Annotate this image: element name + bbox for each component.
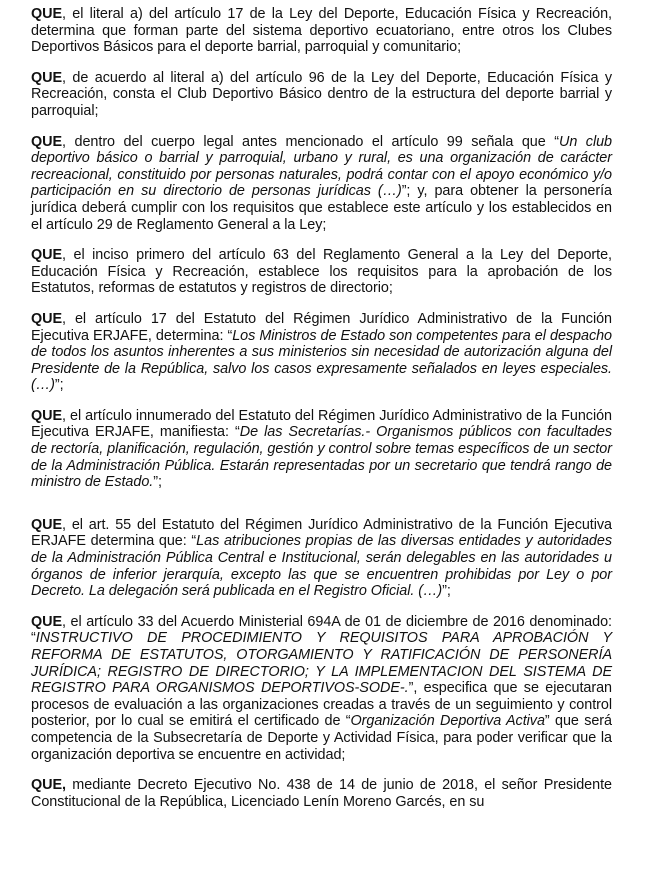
- paragraph-6: [31, 408, 612, 491]
- paragraph-4: [31, 247, 612, 297]
- paragraph-text: ”;: [54, 377, 64, 394]
- paragraph-text: , el art. 55 del Estatuto del Régimen Jurídico Administrativo de la Función Ejecutiva ERJAFE determina que: “: [31, 516, 612, 550]
- paragraph-5: [31, 311, 612, 394]
- que-lead: QUE: [31, 247, 63, 264]
- paragraph-text: , el artículo 17 del Estatuto del Régimen Jurídico Administrativo de la Función Ejecutiva ERJAFE, determina: “: [31, 310, 612, 344]
- paragraph-text: ”, especifica que se ejecutaran procesos de evaluación a las organizaciones creadas a través de un seguimiento y control posterior, por lo cual se emitirá el certificado de “: [31, 680, 612, 730]
- paragraph-text: ”; y, para obtener la personería jurídica deberá cumplir con los requisitos que establece este artículo y los establecidos en el artículo 29 de Reglamento General a la Ley;: [31, 183, 612, 233]
- que-lead: QUE: [31, 516, 63, 533]
- que-lead: QUE: [31, 133, 63, 150]
- quoted-text: Las atribuciones propias de las diversas entidades y autoridades de la Administración Pública Central e Institucional, serán delegables en las autoridades u órganos de inferior jerarquía, excepto las que se encuentren prohibidas por Ley o por Decreto. La delegación será publicada en el Registro Oficial. (…): [31, 533, 612, 600]
- paragraph-text: mediante Decreto Ejecutivo No. 438 de 14 de junio de 2018, el señor Presidente Constitucional de la República, Licenciado Lenín Moreno Garcés, en su: [31, 777, 612, 810]
- quoted-text: INSTRUCTIVO DE PROCEDIMIENTO Y REQUISITOS PARA APROBACIÓN Y REFORMA DE ESTATUTOS, OTORGAMIENTO Y RATIFICACIÓN DE PERSONERÍA JURÍDICA; REGISTRO DE DIRECTORIO; Y LA IMPLEMENTACION DEL SISTEMA DE REGISTRO PARA ORGANISMOS DEPORTIVOS-SODE-.: [31, 630, 612, 697]
- que-lead: QUE: [31, 69, 63, 86]
- que-lead: QUE: [31, 6, 63, 22]
- que-lead: QUE,: [31, 777, 66, 794]
- paragraph-9: [31, 777, 612, 810]
- paragraph-8: [31, 614, 612, 763]
- quoted-text: Organización Deportiva Activa: [350, 713, 545, 730]
- que-lead: QUE: [31, 310, 63, 327]
- paragraph-text: , el artículo innumerado del Estatuto del Régimen Jurídico Administrativo de la Función Ejecutiva ERJAFE, manifiesta: “: [31, 407, 612, 441]
- paragraph-text: , de acuerdo al literal a) del artículo 96 de la Ley del Deporte, Educación Física y Recreación, consta el Club Deportivo Básico dentro de la estructura del deporte barrial y parroquial;: [31, 69, 612, 119]
- paragraph-text: , dentro del cuerpo legal antes mencionado el artículo 99 señala que “: [62, 133, 559, 150]
- paragraph-text: , el literal a) del artículo 17 de la Ley del Deporte, Educación Física y Recreación, determina que forman parte del sistema deportivo ecuatoriano, entre otros los Clubes Deportivos Básicos para el deporte barrial, parroquial y comunitario;: [31, 6, 612, 56]
- paragraph-text: ”;: [442, 583, 451, 600]
- paragraph-text: ”;: [153, 474, 162, 491]
- quoted-text: Un club deportivo básico o barrial y parroquial, urbano y rural, es una organización de carácter recreacional, constituido por personas naturales, podrá contar con el apoyo económico y/o participación en su directorio de personas jurídicas (…): [31, 133, 612, 200]
- que-lead: QUE: [31, 613, 63, 630]
- que-lead: QUE: [31, 407, 63, 424]
- quoted-text: De las Secretarías.- Organismos públicos con facultades de rectoría, planificación, regulación, gestión y control sobre temas específicos de un sector de la Administración Pública. Estarán representadas por un secretario que tendrá rango de ministro de Estado.: [31, 424, 612, 491]
- paragraph-3: [31, 134, 612, 234]
- paragraph-text: , el inciso primero del artículo 63 del Reglamento General a la Ley del Deporte, Educación Física y Recreación, establece los requisitos para la aprobación de los Estatutos, reformas de estatutos y registros de directorio;: [31, 247, 612, 297]
- paragraph-1: [31, 6, 612, 56]
- paragraph-text: , el artículo 33 del Acuerdo Ministerial 694A de 01 de diciembre de 2016 denominado: “: [31, 613, 612, 647]
- paragraph-2: [31, 70, 612, 120]
- paragraph-7: [31, 517, 612, 600]
- quoted-text: Los Ministros de Estado son competentes para el despacho de todos los asuntos inherentes a sus ministerios sin necesidad de autorización alguna del Presidente de la República, salvo los casos expresamente señalados en leyes especiales. (…): [31, 327, 612, 394]
- paragraph-text: ” que será competencia de la Subsecretaría de Deporte y Actividad Física, para poder verificar que la organización deportiva se encuentre en actividad;: [31, 713, 613, 763]
